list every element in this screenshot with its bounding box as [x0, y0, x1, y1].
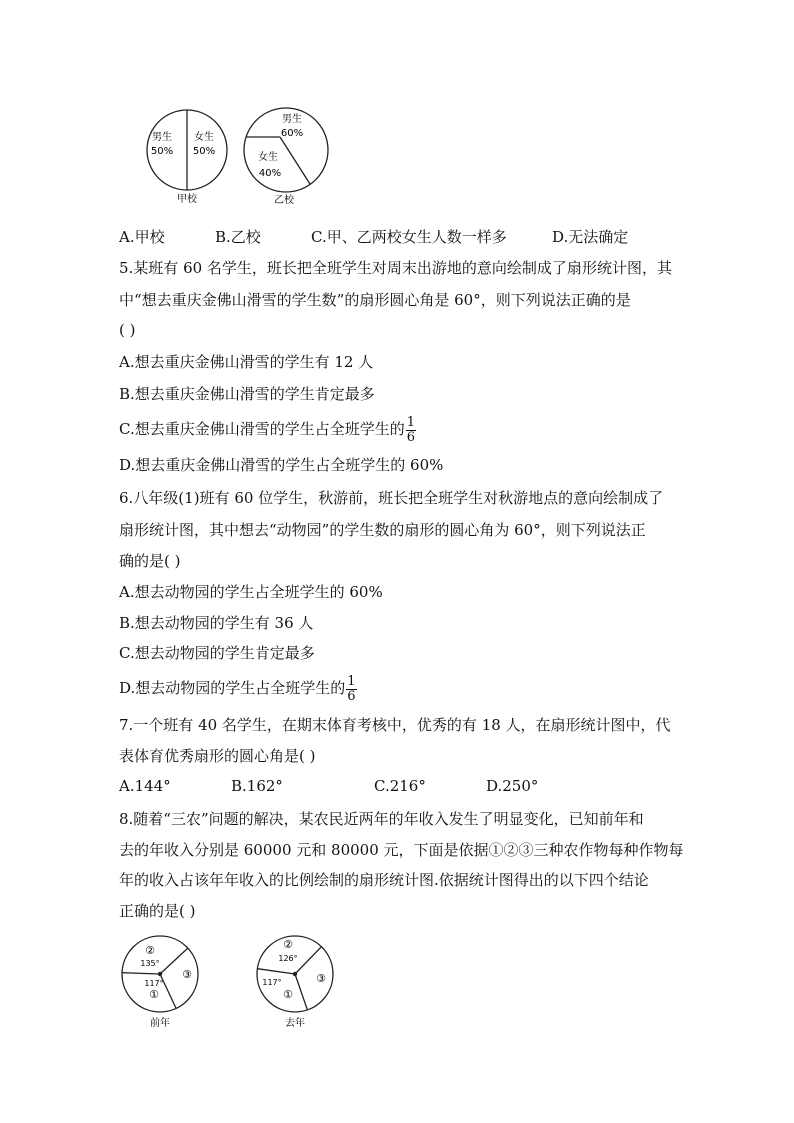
pie-yi-school [237, 104, 337, 206]
pie-qian-label-1: ① [149, 988, 159, 1001]
pie-qu-angle-126: 126° [278, 954, 298, 963]
q6-stem-line-3: 确的是( ) [119, 552, 181, 570]
pie-qian-angle-135: 135° [140, 959, 160, 968]
pie-yi-boy-pct: 60% [280, 128, 304, 139]
pie-qian-divider-1 [122, 973, 160, 974]
q5-stem-line-3: ( ) [119, 321, 136, 339]
pie-qian-caption: 前年 [150, 1018, 170, 1029]
pie-yi-girl-label: 女生 [258, 152, 278, 163]
q5-stem-line-1: 5.某班有 60 名学生，班长把全班学生对周末出游地的意向绘制成了扇形统计图，其 [119, 259, 672, 277]
pie-jia-caption: 甲校 [177, 194, 197, 204]
pie-qu-label-2: ② [283, 938, 293, 951]
pie-qian-label-3: ③ [182, 968, 192, 981]
q6-option-d-text: D.想去动物园的学生占全班学生的 [119, 679, 346, 697]
pie-yi-divider-2 [280, 137, 310, 184]
pie-jia-girl-pct: 50% [192, 146, 216, 157]
q5-option-d: D.想去重庆金佛山滑雪的学生占全班学生的 60% [119, 456, 444, 474]
q7-choice-d: D.250° [486, 777, 539, 795]
pie-qu-angle-117: 117° [262, 978, 282, 987]
q5-option-a: A.想去重庆金佛山滑雪的学生有 12 人 [119, 353, 374, 371]
pie-jia-boy-label: 男生 [152, 132, 172, 143]
q5-option-c [119, 411, 416, 447]
q4-choice-a: A.甲校 [119, 228, 165, 246]
q5-option-c-fraction [406, 416, 416, 445]
q6-option-c: C.想去动物园的学生肯定最多 [119, 644, 315, 662]
pie-yi-caption: 乙校 [274, 195, 294, 206]
pie-qu-divider-1 [257, 969, 295, 974]
q6-option-a: A.想去动物园的学生占全班学生的 60% [119, 583, 383, 601]
pie-jia-boy-pct: 50% [150, 146, 174, 157]
pie-qu-divider-3 [295, 947, 321, 974]
q6-option-d-numerator: 1 [347, 673, 356, 689]
q5-stem-line-2: 中“想去重庆金佛山滑雪的学生数”的扇形圆心角是 60°，则下列说法正确的是 [119, 291, 631, 309]
q6-option-d [119, 670, 357, 706]
q6-option-d-fraction [346, 675, 356, 704]
pie-yi-boy-label: 男生 [282, 114, 302, 125]
q6-option-b: B.想去动物园的学生有 36 人 [119, 614, 314, 632]
q5-option-b: B.想去重庆金佛山滑雪的学生肯定最多 [119, 385, 375, 403]
pie-jia-girl-label: 女生 [194, 132, 214, 143]
q8-stem-line-4: 正确的是( ) [119, 902, 196, 920]
q7-choice-c: C.216° [374, 777, 426, 795]
pie-qian-angle-117: 117° [144, 979, 164, 988]
pie-qian-nian [113, 930, 213, 1030]
q5-option-c-text: C.想去重庆金佛山滑雪的学生占全班学生的 [119, 420, 405, 438]
pie-qu-center-dot [293, 972, 297, 976]
q7-choice-b: B.162° [231, 777, 283, 795]
q7-stem-line-1: 7.一个班有 40 名学生，在期末体育考核中，优秀的有 18 人，在扇形统计图中，代 [119, 716, 671, 734]
pie-qian-divider-2 [160, 974, 176, 1008]
q7-choice-a: A.144° [119, 777, 171, 795]
pie-qu-label-1: ① [283, 988, 293, 1001]
q5-option-c-denominator: 6 [406, 429, 415, 445]
q4-choice-c: C.甲、乙两校女生人数一样多 [311, 228, 507, 246]
q4-choice-b: B.乙校 [215, 228, 261, 246]
pie-yi-girl-pct: 40% [258, 168, 282, 179]
pie-qu-label-3: ③ [316, 972, 326, 985]
q8-stem-line-1: 8.随着“三农”问题的解决，某农民近两年的年收入发生了明显变化，已知前年和 [119, 810, 644, 828]
pie-qu-caption: 去年 [285, 1018, 305, 1029]
q5-option-c-numerator: 1 [406, 414, 415, 430]
pie-qian-center-dot [158, 972, 162, 976]
q4-choice-d: D.无法确定 [552, 228, 629, 246]
q8-stem-line-2: 去的年收入分别是 60000 元和 80000 元，下面是依据①②③三种农作物每种作物每 [119, 841, 684, 859]
q6-stem-line-1: 6.八年级(1)班有 60 位学生，秋游前，班长把全班学生对秋游地点的意向绘制成了 [119, 489, 664, 507]
q6-option-d-denominator: 6 [347, 688, 356, 704]
q7-stem-line-2: 表体育优秀扇形的圆心角是( ) [119, 747, 316, 765]
pie-qu-divider-2 [295, 974, 307, 1010]
q8-stem-line-3: 年的收入占该年年收入的比例绘制的扇形统计图.依据统计图得出的以下四个结论 [119, 871, 649, 889]
pie-jia-school [140, 104, 235, 204]
pie-qian-label-2: ② [145, 944, 155, 957]
pie-qu-nian [250, 928, 350, 1030]
q6-stem-line-2: 扇形统计图，其中想去“动物园”的学生数的扇形的圆心角为 60°，则下列说法正 [119, 521, 646, 539]
